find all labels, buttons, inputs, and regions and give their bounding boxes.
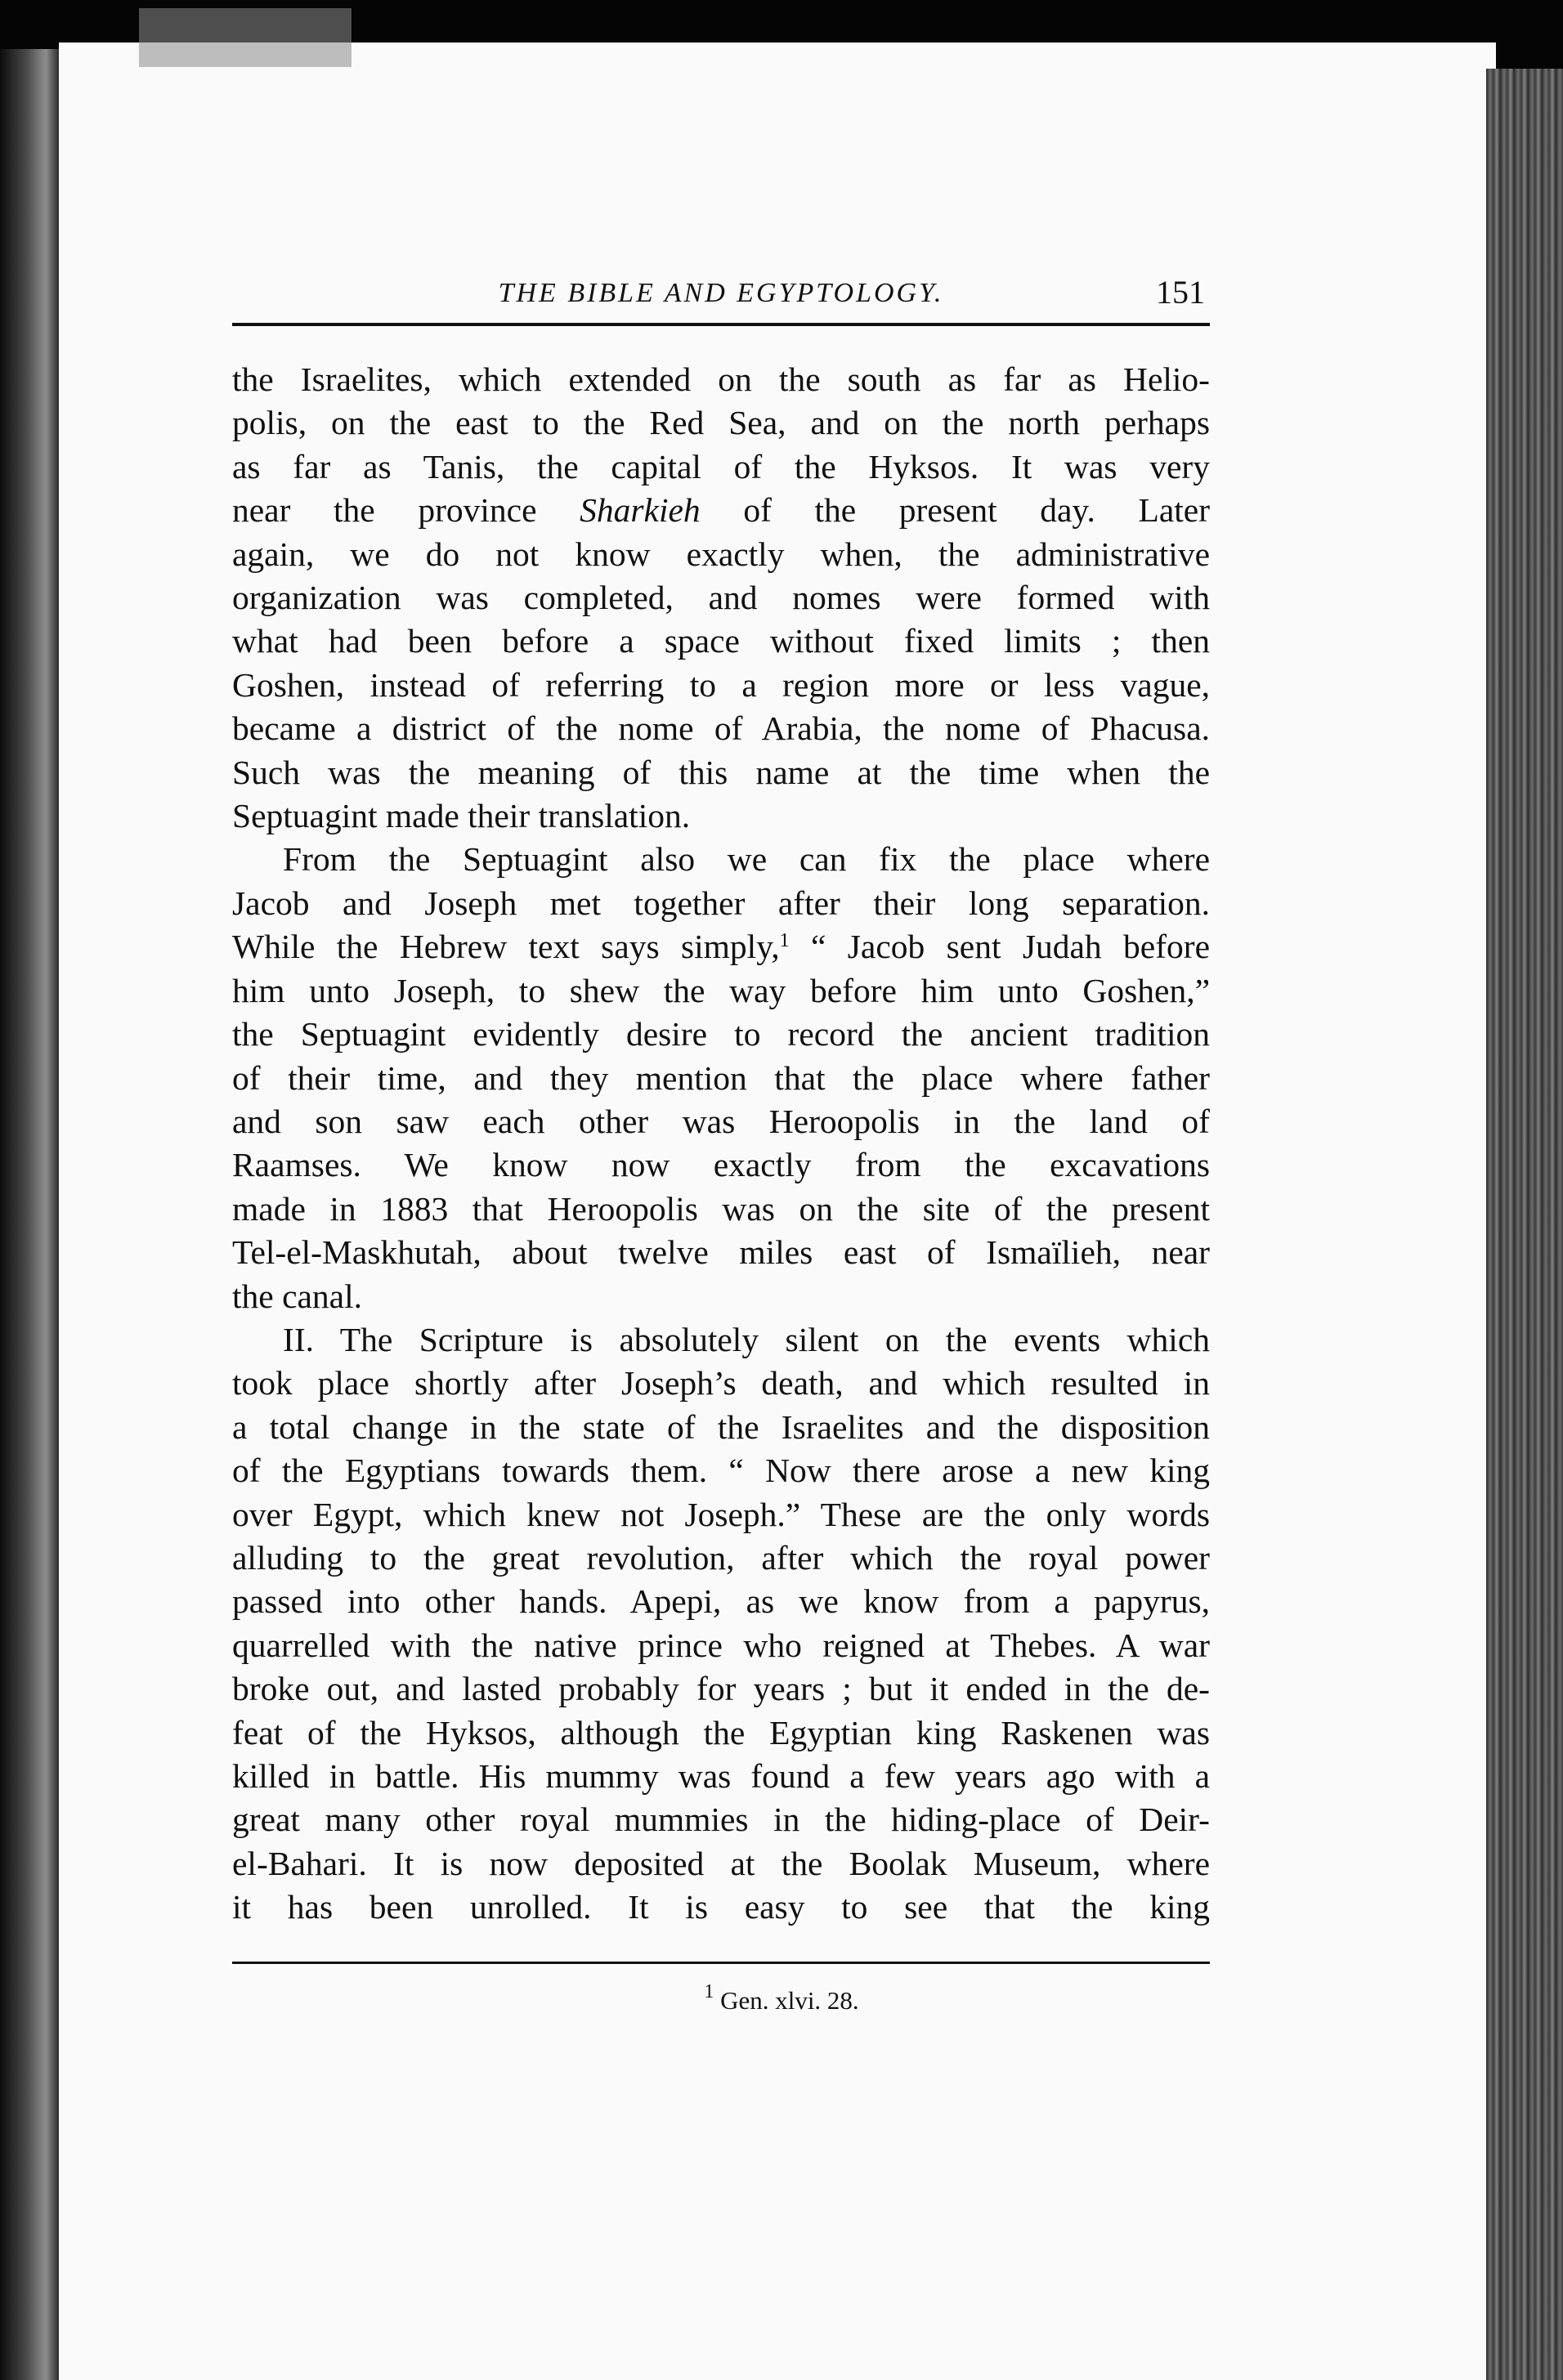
text-line: organization was completed, and nomes were formed with bbox=[232, 579, 1210, 617]
text-line: him unto Joseph, to shew the way before him unto Goshen,” bbox=[232, 971, 1210, 1009]
running-header bbox=[232, 274, 1210, 327]
footnote-text: Gen. xlvi. 28. bbox=[720, 1986, 859, 2015]
text-line: polis, on the east to the Red Sea, and on the north perhaps bbox=[232, 404, 1210, 442]
header-rule bbox=[232, 323, 1210, 326]
text-line: From the Septuagint also we can fix the place where bbox=[283, 840, 1210, 879]
text-line: II. The Scripture is absolutely silent on the events which bbox=[283, 1320, 1210, 1358]
italic-term: Sharkieh bbox=[580, 491, 701, 530]
text-line: and son saw each other was Heroopolis in the land of bbox=[232, 1102, 1210, 1140]
text-line: of the Egyptians towards them. “ Now there arose a new king bbox=[232, 1452, 1210, 1490]
text-line: Septuagint made their translation. bbox=[232, 797, 691, 835]
text-line: the Israelites, which extended on the south as far as Helio- bbox=[232, 360, 1210, 398]
text-line: el-Bahari. It is now deposited at the Boolak Museum, where bbox=[232, 1844, 1210, 1882]
paragraph-3 bbox=[232, 1318, 1210, 1930]
footnote-reference[interactable]: 1 bbox=[779, 930, 790, 952]
page-number: 151 bbox=[1156, 274, 1205, 311]
text-line: what had been before a space without fixed limits ; then bbox=[232, 622, 1210, 660]
text-line: became a district of the nome of Arabia, the nome of Phacusa. bbox=[232, 709, 1210, 748]
paragraph-2 bbox=[232, 838, 1210, 1318]
text-fragment: While the Hebrew text says simply, bbox=[232, 928, 780, 966]
text-line: Raamses. We know now exactly from the excavations bbox=[232, 1146, 1210, 1184]
text-line: Goshen, instead of referring to a region more or less vague, bbox=[232, 665, 1210, 704]
text-line: the Septuagint evidently desire to record the ancient tradition bbox=[232, 1015, 1210, 1054]
text-line: killed in battle. His mummy was found a few years ago with a bbox=[232, 1757, 1210, 1795]
page-top-shadow bbox=[139, 8, 352, 67]
text-line-with-footnote-ref bbox=[232, 925, 1210, 969]
text-line: alluding to the great revolution, after which the royal power bbox=[232, 1538, 1210, 1577]
text-line: over Egypt, which knew not Joseph.” These are the only words bbox=[232, 1495, 1210, 1533]
text-line: Such was the meaning of this name at the time when the bbox=[232, 753, 1210, 791]
text-line: of their time, and they mention that the place where father bbox=[232, 1058, 1210, 1097]
text-fragment: of the present day. Later bbox=[743, 491, 1211, 530]
text-line: it has been unrolled. It is easy to see that the king bbox=[232, 1888, 1210, 1926]
text-line: Jacob and Joseph met together after their long separation. bbox=[232, 884, 1210, 922]
text-line: broke out, and lasted probably for years ; but it ended in the de- bbox=[232, 1670, 1210, 1708]
body-text bbox=[232, 358, 1210, 1930]
text-line: made in 1883 that Heroopolis was on the site of the present bbox=[232, 1189, 1210, 1228]
footnote-rule bbox=[232, 1962, 1210, 1964]
text-line: took place shortly after Joseph’s death, and which resulted in bbox=[232, 1364, 1210, 1402]
text-line-with-italic bbox=[232, 489, 1210, 532]
book-left-edge bbox=[0, 49, 59, 2380]
text-line: passed into other hands. Apepi, as we know from a papyrus, bbox=[232, 1582, 1210, 1621]
running-title: THE BIBLE AND EGYPTOLOGY. bbox=[498, 278, 944, 308]
text-fragment: “ Jacob sent Judah before bbox=[811, 928, 1211, 966]
book-page-edges bbox=[1486, 69, 1563, 2380]
paragraph-1 bbox=[232, 358, 1210, 838]
text-line: quarrelled with the native prince who reigned at Thebes. A war bbox=[232, 1626, 1210, 1664]
text-line: a total change in the state of the Israelites and the disposition bbox=[232, 1407, 1210, 1446]
text-line: the canal. bbox=[232, 1277, 362, 1315]
text-fragment: near the province bbox=[232, 491, 537, 530]
footnote-marker: 1 bbox=[704, 1981, 714, 2002]
text-line: again, we do not know exactly when, the administrative bbox=[232, 535, 1210, 573]
text-line: Tel-el-Maskhutah, about twelve miles east of Ismaïlieh, near bbox=[232, 1233, 1210, 1272]
footnote bbox=[0, 1981, 1563, 2015]
text-line: as far as Tanis, the capital of the Hyksos. It was very bbox=[232, 447, 1210, 485]
text-line: great many other royal mummies in the hiding-place of Deir- bbox=[232, 1801, 1210, 1839]
text-line: feat of the Hyksos, although the Egyptian king Raskenen was bbox=[232, 1713, 1210, 1751]
